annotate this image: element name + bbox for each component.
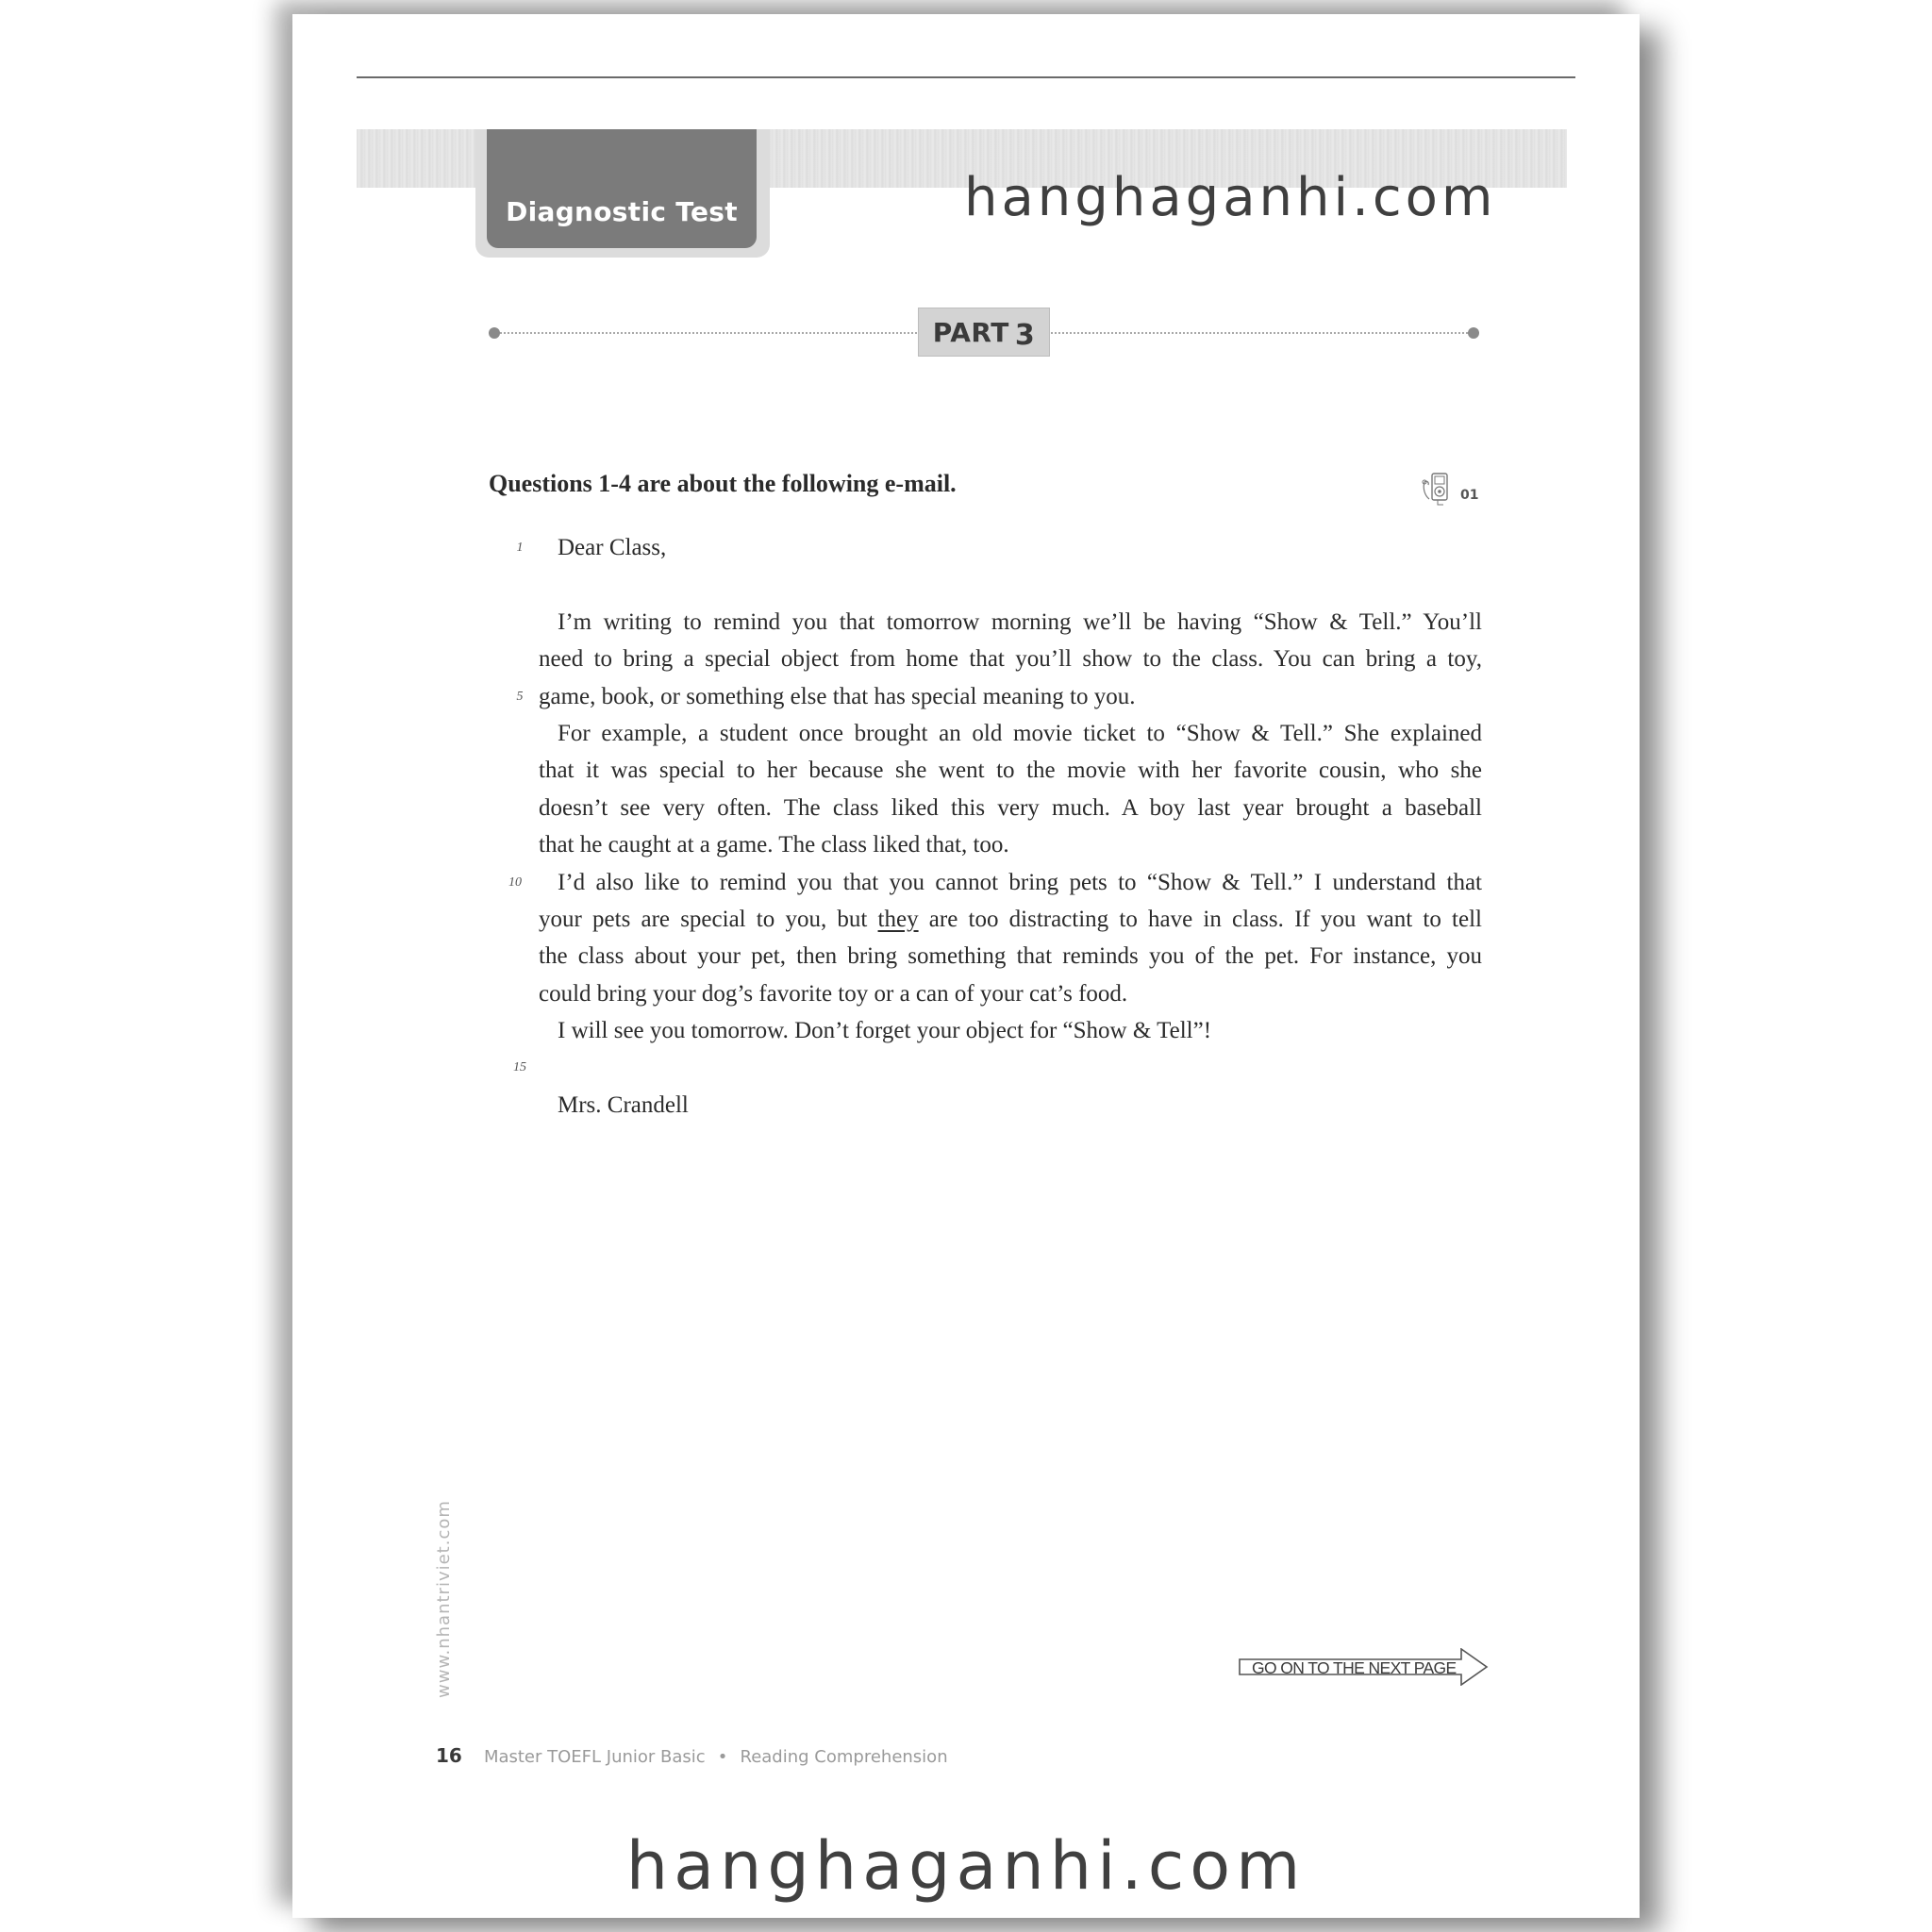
signature-text: Mrs. Crandell bbox=[558, 1091, 689, 1118]
side-url: www.nhantriviet.com bbox=[434, 1500, 454, 1698]
passage-line bbox=[539, 1012, 1482, 1049]
page-footer bbox=[436, 1744, 948, 1767]
passage-line bbox=[539, 975, 1482, 1012]
passage-line bbox=[516, 529, 1482, 566]
email-passage bbox=[508, 529, 1482, 1124]
passage-line bbox=[539, 641, 1482, 677]
line-text: For example, a student once brought an old movie ticket to “Show & Tell.” She explained bbox=[558, 720, 1482, 746]
passage-line bbox=[539, 604, 1482, 641]
next-page-label: GO ON TO THE NEXT PAGE bbox=[1252, 1658, 1457, 1677]
line-text: I will see you tomorrow. Don’t forget your object for “Show & Tell”! bbox=[558, 1018, 1212, 1044]
page-number: 16 bbox=[436, 1744, 462, 1767]
book-title: Master TOEFL Junior Basic bbox=[483, 1747, 706, 1767]
line-text: I’d also like to remind you that you cannot bring pets to “Show & Tell.” I understand that bbox=[558, 869, 1482, 895]
line-text: Dear Class, bbox=[558, 535, 667, 560]
underlined-word: they bbox=[877, 906, 919, 932]
watermark-bottom: hanghaganhi.com bbox=[625, 1827, 1307, 1905]
passage-line bbox=[516, 678, 1482, 715]
line-number: 15 bbox=[513, 1060, 526, 1075]
passage-line bbox=[539, 790, 1482, 826]
line-text: that he caught at a game. The class liked that, too. bbox=[539, 832, 1009, 858]
passage-line bbox=[539, 715, 1482, 752]
line-number: 5 bbox=[516, 689, 524, 704]
question-heading: Questions 1-4 are about the following e-mail. bbox=[489, 470, 957, 497]
passage-line bbox=[508, 864, 1482, 901]
divider-dot-left bbox=[489, 327, 500, 339]
book-page bbox=[292, 14, 1640, 1918]
passage-line-blank bbox=[539, 566, 1482, 603]
line-text-before: your pets are special to you, but bbox=[539, 906, 878, 932]
watermark-top: hanghaganhi.com bbox=[964, 167, 1497, 228]
passage-signature bbox=[539, 1087, 1482, 1124]
passage-line bbox=[539, 938, 1482, 974]
audio-track-number: 01 bbox=[1460, 488, 1479, 503]
line-text: doesn’t see very often. The class liked this very much. A boy last year brought a baseball bbox=[539, 794, 1482, 821]
next-page-button[interactable] bbox=[1239, 1648, 1489, 1686]
passage-line-blank bbox=[513, 1049, 1482, 1086]
footer-separator: • bbox=[717, 1747, 728, 1767]
section-tab-label: Diagnostic Test bbox=[506, 196, 738, 227]
line-text: the class about your pet, then bring something that reminds you of the pet. For instance, you bbox=[539, 943, 1482, 970]
line-text: I’m writing to remind you that tomorrow morning we’ll be having “Show & Tell.” You’ll bbox=[558, 608, 1482, 635]
line-text: game, book, or something else that has special meaning to you. bbox=[539, 683, 1136, 709]
passage-line bbox=[539, 901, 1482, 938]
line-text: that it was special to her because she went to the movie with her favorite cousin, who she bbox=[539, 758, 1482, 784]
part-label: PART bbox=[932, 316, 1009, 348]
passage-line bbox=[539, 826, 1482, 863]
line-number: 10 bbox=[508, 874, 522, 890]
line-text: need to bring a special object from home that you’ll show to the class. You can bring a toy, bbox=[539, 646, 1482, 673]
line-number: 1 bbox=[516, 541, 524, 555]
line-text: could bring your dog’s favorite toy or a can of your cat’s food. bbox=[539, 980, 1128, 1007]
top-rule bbox=[357, 76, 1575, 78]
line-text-after: are too distracting to have in class. If you want to tell bbox=[918, 906, 1482, 932]
audio-player-icon[interactable] bbox=[1421, 471, 1453, 507]
part-number: 3 bbox=[1014, 318, 1036, 352]
section-name: Reading Comprehension bbox=[740, 1747, 948, 1767]
passage-line bbox=[539, 752, 1482, 789]
part-heading bbox=[918, 308, 1050, 357]
section-tab bbox=[487, 129, 757, 248]
divider-dot-right bbox=[1468, 327, 1479, 339]
line-text bbox=[539, 901, 1482, 938]
